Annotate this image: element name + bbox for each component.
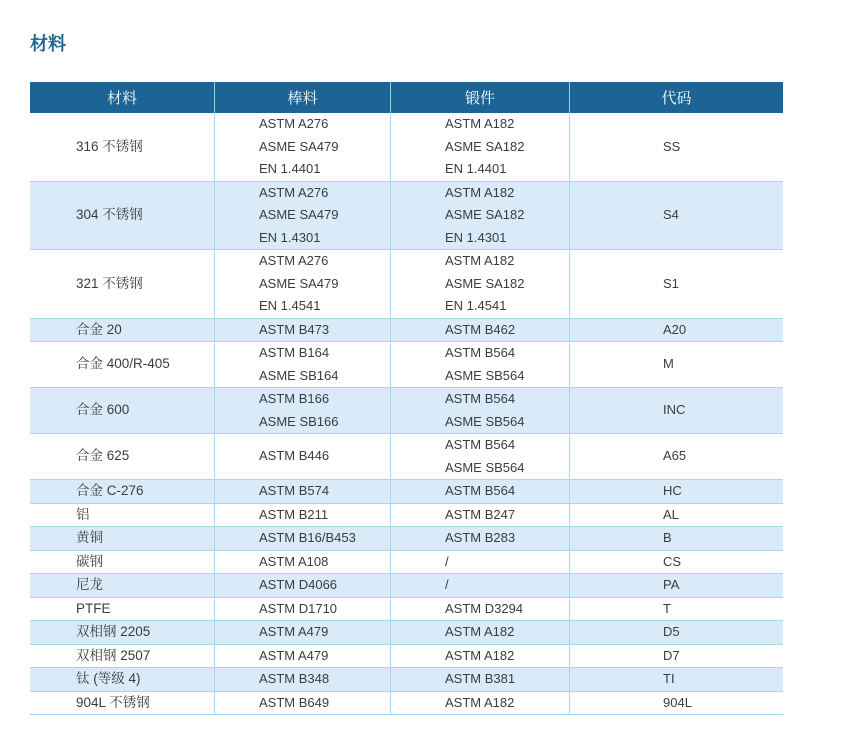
cell-text: / bbox=[445, 577, 449, 592]
material-cell bbox=[30, 504, 214, 527]
cell-text: ASTM B164 bbox=[259, 345, 330, 360]
cell-text: 904L bbox=[663, 694, 692, 710]
cell-text: ASME SB166 bbox=[259, 413, 339, 429]
cell-text: A20 bbox=[663, 321, 687, 337]
header-bar-stock: 棒料 bbox=[214, 82, 390, 113]
cell-text: ASTM A182 bbox=[445, 116, 515, 131]
bar-stock-cell bbox=[214, 504, 390, 527]
cell-text: S1 bbox=[663, 275, 679, 291]
cell-text: ASTM B564 bbox=[445, 345, 516, 360]
table-row bbox=[30, 692, 783, 716]
forging-cell bbox=[390, 527, 569, 550]
cell-text: ASME SA182 bbox=[445, 138, 525, 154]
bar-stock-cell bbox=[214, 342, 390, 387]
cell-text: ASTM B381 bbox=[445, 671, 516, 686]
cell-text: EN 1.4301 bbox=[445, 229, 507, 245]
cell-text: D7 bbox=[663, 647, 680, 663]
cell-text: ASTM A479 bbox=[259, 624, 329, 639]
cell-text: M bbox=[663, 356, 674, 372]
cell-text: ASTM D4066 bbox=[259, 577, 338, 592]
cell-text: ASME SB564 bbox=[445, 367, 525, 383]
bar-stock-cell bbox=[214, 480, 390, 503]
code-cell bbox=[569, 480, 783, 503]
bar-stock-cell bbox=[214, 388, 390, 433]
cell-text: 合金 400/R-405 bbox=[76, 356, 170, 372]
cell-text: 黄铜 bbox=[76, 530, 103, 545]
cell-text: 双相钢 2507 bbox=[76, 647, 151, 663]
cell-text: EN 1.4541 bbox=[445, 298, 507, 313]
forging-cell bbox=[390, 480, 569, 503]
code-cell bbox=[569, 668, 783, 691]
table-row bbox=[30, 598, 783, 622]
cell-text: 304 不锈钢 bbox=[76, 207, 143, 222]
cell-text: ASTM A182 bbox=[445, 253, 515, 268]
code-cell bbox=[569, 598, 783, 621]
table-row bbox=[30, 527, 783, 551]
bar-stock-cell bbox=[214, 113, 390, 181]
code-cell bbox=[569, 113, 783, 181]
code-cell bbox=[569, 621, 783, 644]
bar-stock-cell bbox=[214, 668, 390, 691]
code-cell bbox=[569, 645, 783, 668]
cell-text: 316 不锈钢 bbox=[76, 138, 143, 154]
cell-text: 321 不锈钢 bbox=[76, 275, 143, 291]
cell-text: ASME SB564 bbox=[445, 413, 525, 429]
cell-text: ASME SB164 bbox=[259, 367, 339, 383]
material-cell bbox=[30, 480, 214, 503]
code-cell bbox=[569, 527, 783, 550]
cell-text: A65 bbox=[663, 448, 687, 464]
table-row bbox=[30, 250, 783, 319]
table-row bbox=[30, 480, 783, 504]
cell-text: T bbox=[663, 600, 671, 616]
forging-cell bbox=[390, 319, 569, 342]
cell-text: ASTM A108 bbox=[259, 553, 329, 569]
cell-text: ASTM B473 bbox=[259, 321, 330, 337]
cell-text: ASTM A276 bbox=[259, 253, 329, 268]
table-row bbox=[30, 621, 783, 645]
cell-text: ASTM B16/B453 bbox=[259, 530, 356, 545]
code-cell bbox=[569, 388, 783, 433]
cell-text: S4 bbox=[663, 207, 679, 222]
cell-text: ASTM B564 bbox=[445, 391, 516, 406]
bar-stock-cell bbox=[214, 574, 390, 597]
cell-text: ASTM B211 bbox=[259, 506, 329, 522]
header-forging: 锻件 bbox=[390, 82, 569, 113]
cell-text: AL bbox=[663, 506, 679, 522]
table-row bbox=[30, 434, 783, 480]
header-material: 材料 bbox=[106, 90, 137, 107]
forging-cell bbox=[390, 692, 569, 715]
cell-text: ASTM B574 bbox=[259, 483, 330, 498]
material-cell bbox=[30, 692, 214, 715]
forging-cell bbox=[390, 434, 569, 479]
table-row bbox=[30, 182, 783, 251]
material-cell bbox=[30, 668, 214, 691]
table-row bbox=[30, 504, 783, 528]
cell-text: D5 bbox=[663, 624, 680, 639]
material-cell bbox=[30, 182, 214, 250]
forging-cell bbox=[390, 645, 569, 668]
cell-text: 铝 bbox=[76, 506, 90, 522]
cell-text: ASTM A182 bbox=[445, 624, 515, 639]
material-cell bbox=[30, 598, 214, 621]
table-row bbox=[30, 645, 783, 669]
cell-text: EN 1.4541 bbox=[259, 298, 321, 313]
material-cell bbox=[30, 574, 214, 597]
cell-text: CS bbox=[663, 553, 682, 569]
cell-text: ASTM D1710 bbox=[259, 600, 338, 616]
forging-cell bbox=[390, 621, 569, 644]
bar-stock-cell bbox=[214, 598, 390, 621]
code-cell bbox=[569, 342, 783, 387]
cell-text: ASTM B564 bbox=[445, 437, 516, 452]
cell-text: PTFE bbox=[76, 600, 111, 616]
bar-stock-cell bbox=[214, 319, 390, 342]
cell-text: ASTM A276 bbox=[259, 116, 329, 131]
cell-text: ASTM A479 bbox=[259, 647, 329, 663]
forging-cell bbox=[390, 250, 569, 318]
code-cell bbox=[569, 434, 783, 479]
cell-text: ASTM B247 bbox=[445, 506, 516, 522]
bar-stock-cell bbox=[214, 250, 390, 318]
cell-text: 合金 C-276 bbox=[76, 483, 144, 498]
code-cell bbox=[569, 574, 783, 597]
cell-text: ASTM D3294 bbox=[445, 600, 524, 616]
cell-text: / bbox=[445, 553, 449, 569]
code-cell bbox=[569, 692, 783, 715]
table-row bbox=[30, 668, 783, 692]
cell-text: ASME SB564 bbox=[445, 459, 525, 475]
cell-text: 尼龙 bbox=[76, 577, 103, 592]
code-cell bbox=[569, 319, 783, 342]
material-cell bbox=[30, 527, 214, 550]
cell-text: EN 1.4401 bbox=[445, 161, 507, 176]
material-cell bbox=[30, 388, 214, 433]
cell-text: ASTM A182 bbox=[445, 694, 515, 710]
cell-text: HC bbox=[663, 483, 682, 498]
cell-text: ASTM B348 bbox=[259, 671, 330, 686]
forging-cell bbox=[390, 668, 569, 691]
table-header-row bbox=[30, 82, 783, 113]
forging-cell bbox=[390, 551, 569, 574]
cell-text: 碳钢 bbox=[76, 553, 103, 569]
forging-cell bbox=[390, 342, 569, 387]
code-cell bbox=[569, 182, 783, 250]
cell-text: B bbox=[663, 530, 672, 545]
bar-stock-cell bbox=[214, 645, 390, 668]
cell-text: ASTM A182 bbox=[445, 184, 515, 200]
material-cell bbox=[30, 113, 214, 181]
bar-stock-cell bbox=[214, 551, 390, 574]
table-row bbox=[30, 574, 783, 598]
table-row bbox=[30, 388, 783, 434]
cell-text: ASME SA479 bbox=[259, 275, 339, 291]
cell-text: ASTM B564 bbox=[445, 483, 516, 498]
cell-text: 合金 625 bbox=[76, 448, 130, 464]
code-cell bbox=[569, 551, 783, 574]
material-cell bbox=[30, 319, 214, 342]
cell-text: ASTM B446 bbox=[259, 448, 330, 464]
cell-text: ASME SA479 bbox=[259, 138, 339, 154]
bar-stock-cell bbox=[214, 434, 390, 479]
material-cell bbox=[30, 621, 214, 644]
code-cell bbox=[569, 504, 783, 527]
bar-stock-cell bbox=[214, 621, 390, 644]
cell-text: ASTM B462 bbox=[445, 321, 516, 337]
cell-text: TI bbox=[663, 671, 675, 686]
cell-text: 双相钢 2205 bbox=[76, 624, 151, 639]
table-row bbox=[30, 551, 783, 575]
cell-text: SS bbox=[663, 138, 681, 154]
cell-text: ASTM B283 bbox=[445, 530, 516, 545]
cell-text: ASME SA182 bbox=[445, 207, 525, 222]
header-code: 代码 bbox=[569, 82, 783, 113]
code-cell bbox=[569, 250, 783, 318]
cell-text: PA bbox=[663, 577, 680, 592]
cell-text: ASME SA479 bbox=[259, 207, 339, 222]
material-cell bbox=[30, 342, 214, 387]
table-row bbox=[30, 319, 783, 343]
cell-text: ASTM B649 bbox=[259, 694, 330, 710]
cell-text: 钛 (等级 4) bbox=[76, 671, 141, 686]
forging-cell bbox=[390, 598, 569, 621]
cell-text: ASTM B166 bbox=[259, 391, 330, 406]
cell-text: 合金 20 bbox=[76, 321, 122, 337]
forging-cell bbox=[390, 388, 569, 433]
bar-stock-cell bbox=[214, 692, 390, 715]
table-body bbox=[30, 113, 783, 715]
table-row bbox=[30, 113, 783, 182]
page-title: 材料 bbox=[30, 34, 66, 54]
materials-table bbox=[30, 82, 783, 715]
cell-text: EN 1.4401 bbox=[259, 161, 321, 176]
bar-stock-cell bbox=[214, 182, 390, 250]
cell-text: ASTM A276 bbox=[259, 184, 329, 200]
cell-text: ASTM A182 bbox=[445, 647, 515, 663]
table-row bbox=[30, 342, 783, 388]
forging-cell bbox=[390, 113, 569, 181]
cell-text: INC bbox=[663, 402, 686, 418]
material-cell bbox=[30, 551, 214, 574]
material-cell bbox=[30, 434, 214, 479]
cell-text: 904L 不锈钢 bbox=[76, 694, 150, 710]
cell-text: EN 1.4301 bbox=[259, 229, 321, 245]
forging-cell bbox=[390, 574, 569, 597]
material-cell bbox=[30, 250, 214, 318]
cell-text: ASME SA182 bbox=[445, 275, 525, 291]
bar-stock-cell bbox=[214, 527, 390, 550]
forging-cell bbox=[390, 504, 569, 527]
material-cell bbox=[30, 645, 214, 668]
forging-cell bbox=[390, 182, 569, 250]
cell-text: 合金 600 bbox=[76, 402, 130, 418]
